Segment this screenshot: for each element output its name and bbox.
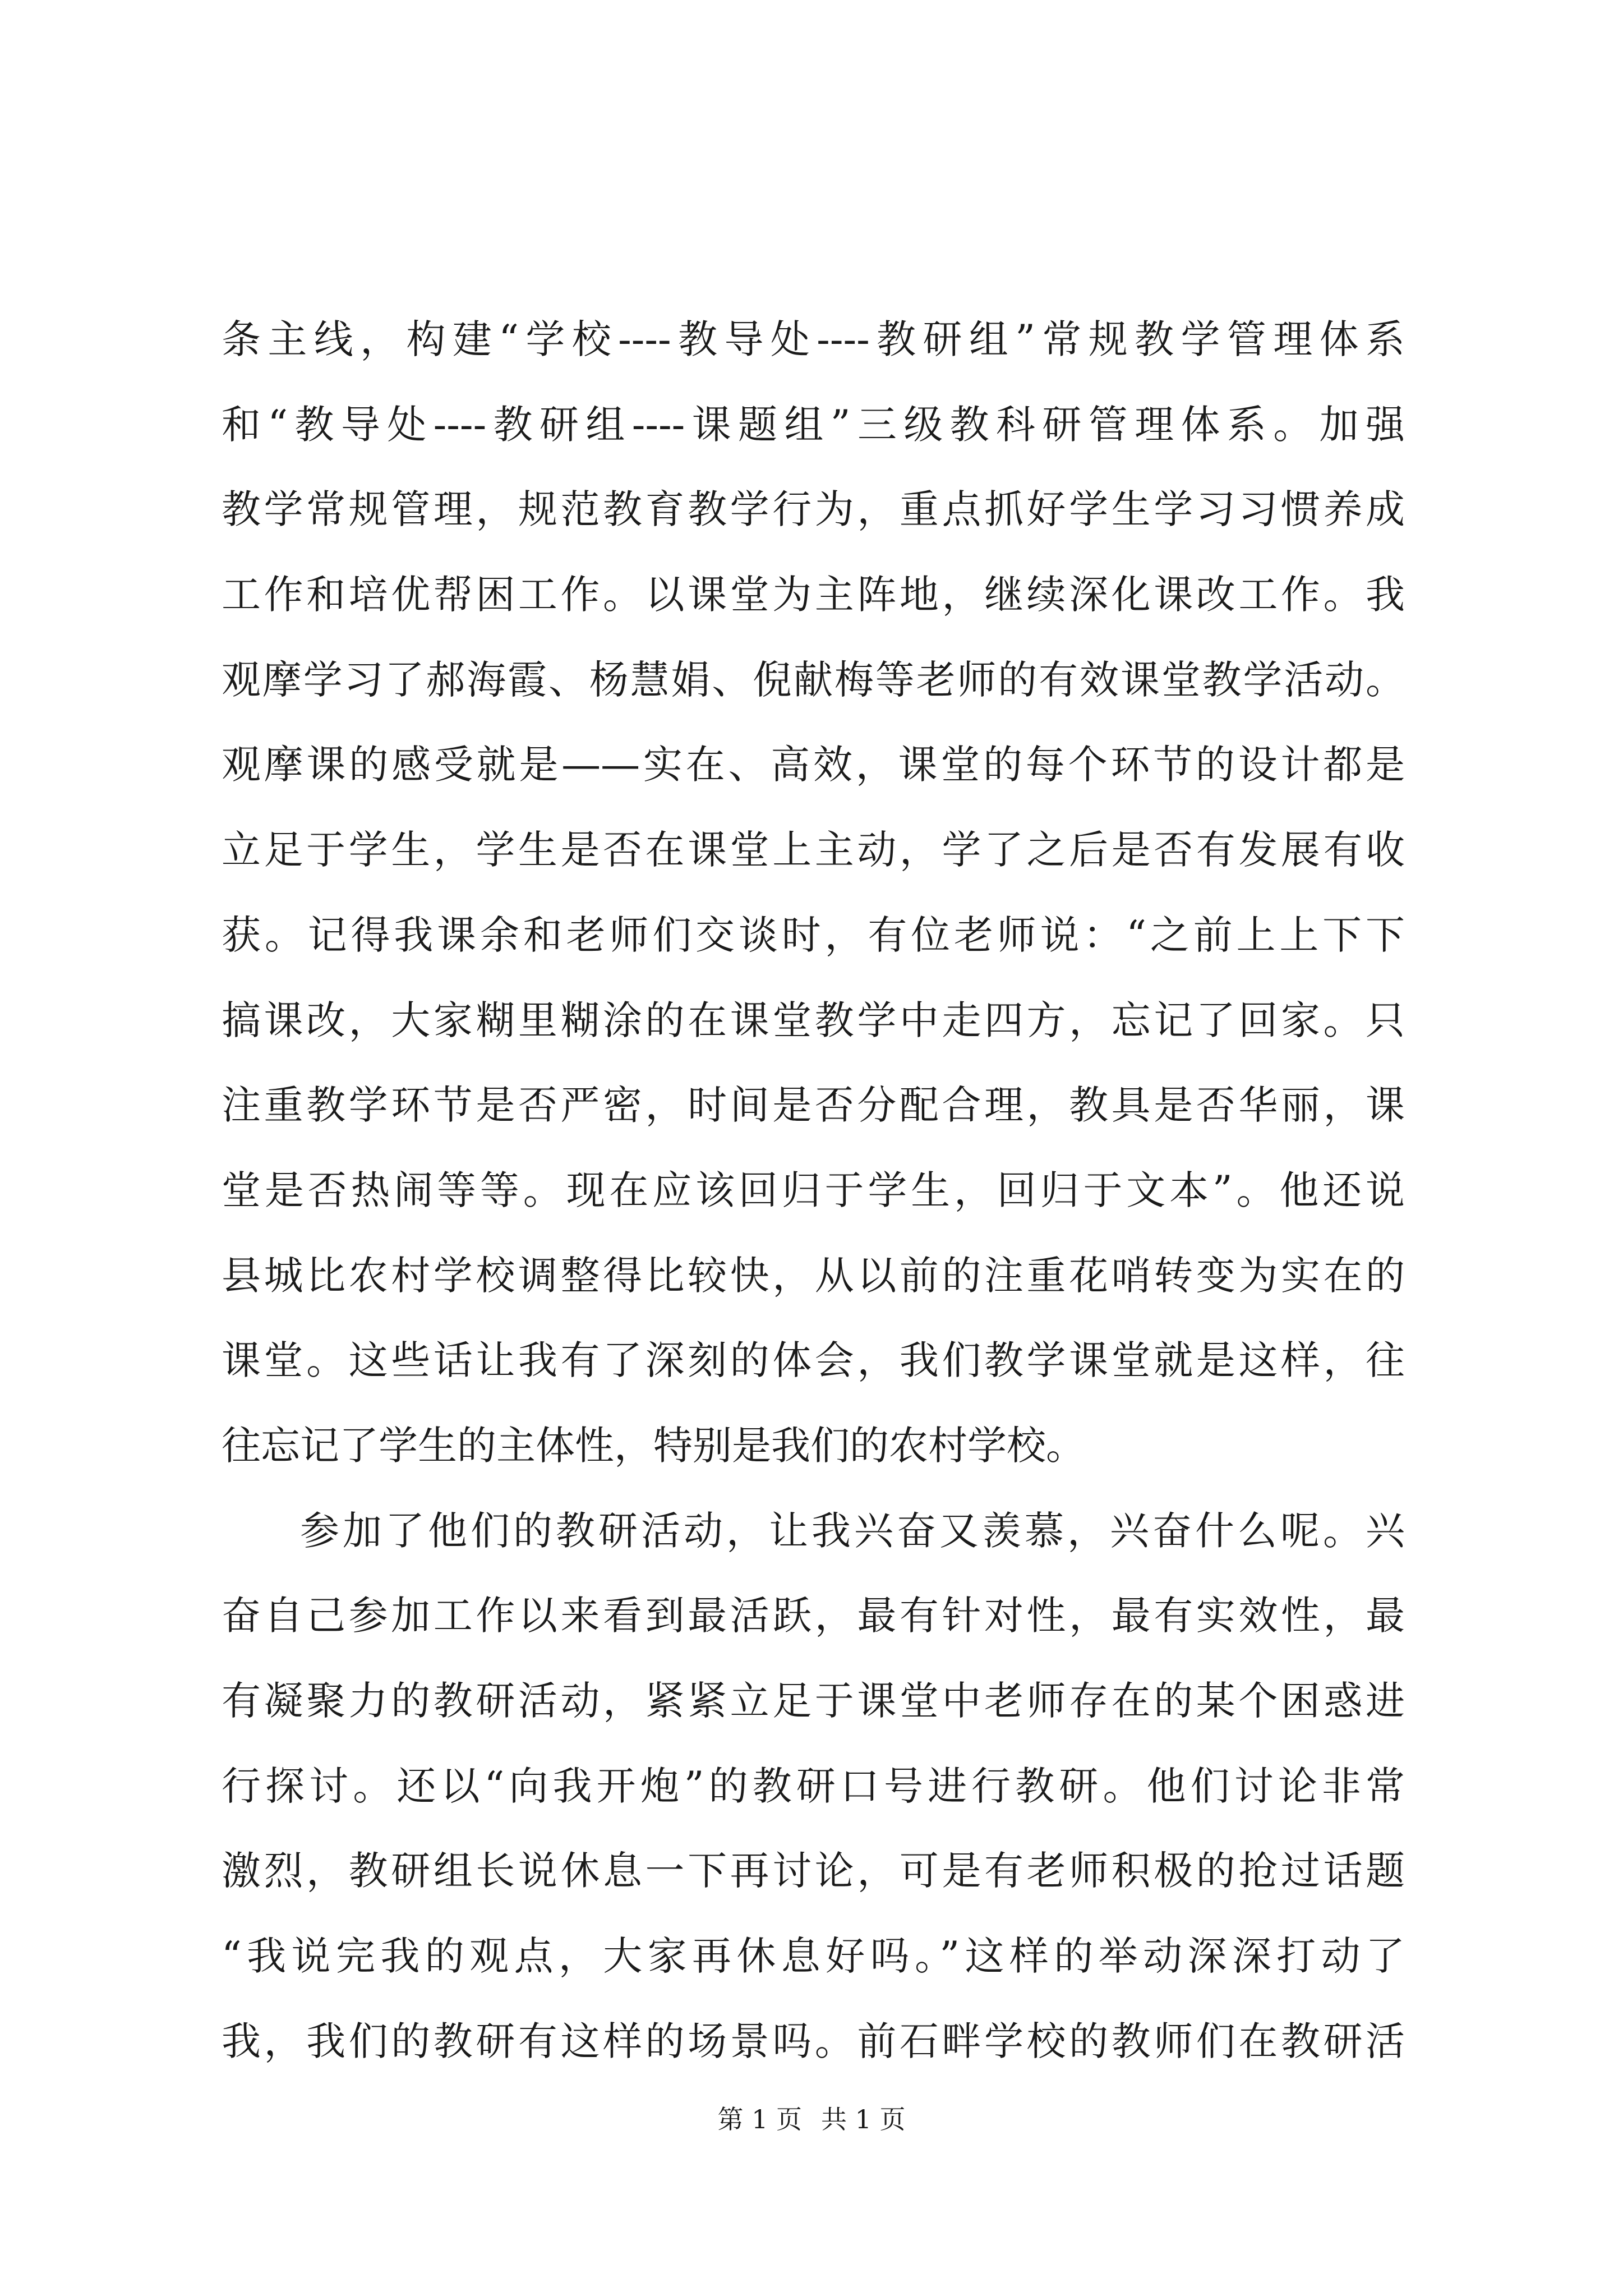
text-line: 注重教学环节是否严密，时间是否分配合理，教具是否华丽，课	[222, 1082, 1405, 1129]
text-line: 参加了他们的教研活动，让我兴奋又羡慕，兴奋什么呢。兴	[300, 1507, 1405, 1554]
text-line: 往忘记了学生的主体性，特别是我们的农村学校。	[222, 1422, 1085, 1469]
text-line: 立足于学生，学生是否在课堂上主动，学了之后是否有发展有收	[222, 827, 1405, 873]
text-line: 我，我们的教研有这样的场景吗。前石畔学校的教师们在教研活	[222, 2018, 1405, 2064]
text-line: “我说完我的观点，大家再休息好吗。”这样的举动深深打动了	[222, 1933, 1405, 1980]
document-body	[222, 297, 1405, 2084]
text-line: 奋自己参加工作以来看到最活跃，最有针对性，最有实效性，最	[222, 1593, 1405, 1639]
text-line: 搞课改，大家糊里糊涂的在课堂教学中走四方，忘记了回家。只	[222, 997, 1405, 1043]
text-line: 县城比农村学校调整得比较快，从以前的注重花哨转变为实在的	[222, 1252, 1405, 1299]
paragraph-2	[222, 1489, 1405, 2085]
text-line: 和“教导处----教研组----课题组”三级教科研管理体系。加强	[222, 401, 1405, 448]
text-line: 观摩学习了郝海霞、杨慧娟、倪献梅等老师的有效课堂教学活动。	[222, 656, 1405, 703]
text-line: 行探讨。还以“向我开炮”的教研口号进行教研。他们讨论非常	[222, 1763, 1405, 1809]
paragraph-1	[222, 297, 1405, 1489]
text-line: 激烈，教研组长说休息一下再讨论，可是有老师积极的抢过话题	[222, 1848, 1405, 1894]
text-line: 课堂。这些话让我有了深刻的体会，我们教学课堂就是这样，往	[222, 1337, 1405, 1384]
text-line: 观摩课的感受就是——实在、高效，课堂的每个环节的设计都是	[222, 742, 1405, 788]
text-line: 工作和培优帮困工作。以课堂为主阵地，继续深化课改工作。我	[222, 572, 1405, 618]
text-line: 有凝聚力的教研活动，紧紧立足于课堂中老师存在的某个困惑进	[222, 1678, 1405, 1724]
text-line: 堂是否热闹等等。现在应该回归于学生，回归于文本”。他还说	[222, 1167, 1405, 1213]
text-line: 获。记得我课余和老师们交谈时，有位老师说：“之前上上下下	[222, 912, 1405, 958]
page-footer	[0, 2102, 1623, 2136]
text-line: 教学常规管理，规范教育教学行为，重点抓好学生学习习惯养成	[222, 486, 1405, 533]
page-total: 共 1 页	[821, 2104, 906, 2134]
text-line: 条主线，构建“学校----教导处----教研组”常规教学管理体系	[222, 316, 1405, 362]
page-number: 第 1 页	[717, 2104, 802, 2134]
